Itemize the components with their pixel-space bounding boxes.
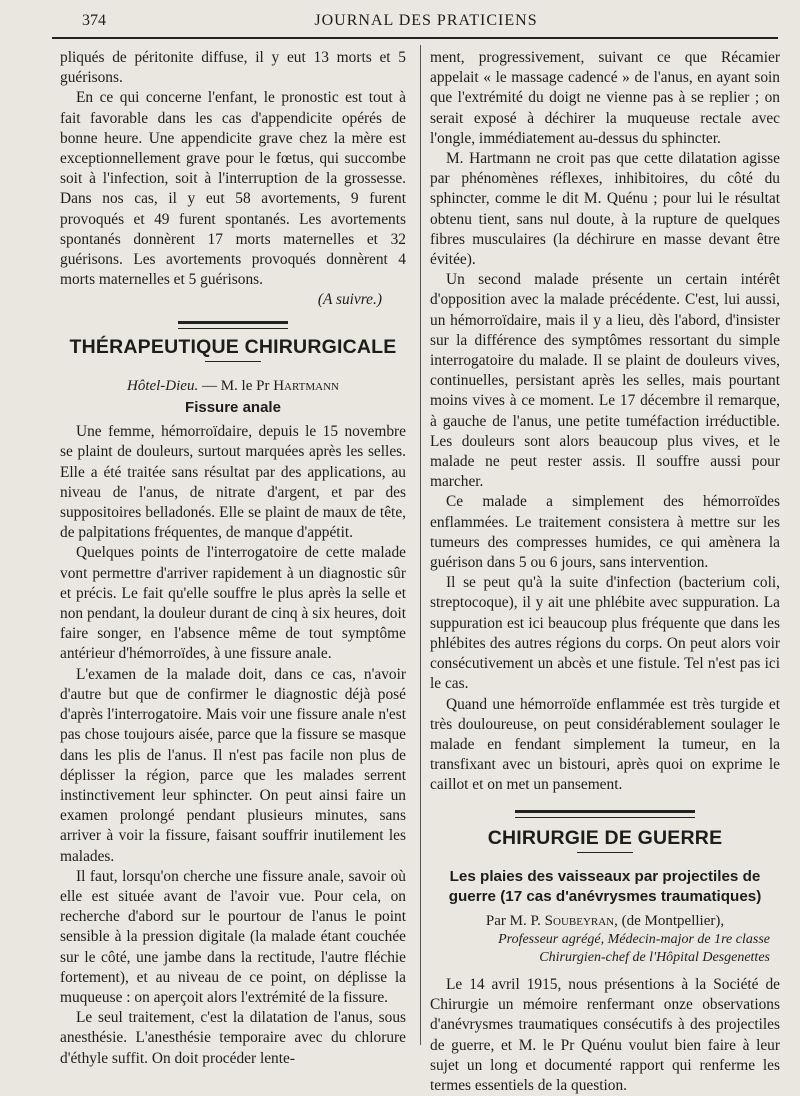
to-be-continued: (A suivre.) (317, 291, 382, 309)
body-paragraph: L'examen de la malade doit, dans ce cas, n'avoir d'autre but que de confirmer le diagnostic déjà posé d'après l'interrogatoire. Mais voir une fissure anale n'est pas chose toujours aisée, parce que la fissure se masque dans les plis de l'anus. Il n'est pas facile non plus de déplisser la région, parce que les malades serrent instinctivement leur sphincter. On peut ainsi faire un examen prolongé pendant plusieurs minutes, sans arriver à voir la fissure, faisant souffrir inutilement les malades. (60, 665, 406, 865)
title-rule (577, 852, 633, 853)
author-line (430, 911, 780, 931)
body-paragraph: Un second malade présente un certain intérêt d'opposition avec la malade précédente. C'est, lui aussi, un hémorroïdaire, mais il y a lieu, dès l'abord, d'insister sur la différence des symptômes ressortant du simple interrogatoire du malade. Il se plaint de douleurs vives, continuelles, persistant après les selles, mais pourtant moins vives à ce moment. Le 17 décembre il remarque, à gauche de l'anus, une petite tuméfaction irréductible. Les douleurs sont alors beaucoup plus vives, et le malade ne peut rester assis. Il souffre aussi pour marcher. (430, 271, 780, 491)
byline-place: Hôtel-Dieu. (126, 377, 199, 394)
page-header (52, 10, 800, 40)
title-rule (205, 361, 261, 362)
section-title-therapeutique: THÉRAPEUTIQUE CHIRURGICALE (69, 335, 397, 358)
body-paragraph: En ce qui concerne l'enfant, le pronostic est tout à fait favorable dans les cas d'appendicite opérés de bonne heure. Une appendicite grave chez la mère est exceptionnellement grave pour le fœtus, qui succombe soit à l'infection, soit à l'interruption de la grossesse. Dans nos cas, il y eut 58 avortements, 9 furent provoqués et 49 furent spontanés. Les avortements spontanés donnèrent 17 morts maternelles et 32 guérisons. Les avortements provoqués donnèrent 4 morts maternelles et 5 guérisons. (60, 89, 406, 289)
continued-paragraph: pliqués de péritonite diffuse, il y eut 13 morts et 5 guérisons. (60, 49, 406, 87)
right-column (430, 48, 780, 1094)
left-column (60, 48, 406, 1067)
section-separator (515, 810, 695, 818)
body-paragraph: M. Hartmann ne croit pas que cette dilatation agisse par phénomènes réflexes, inhibitoires, du côté du sphincter, comme le dit M. Quénu ; pour lui le résultat obtenu tient, sans nul doute, à la rupture de quelques fibres musculaires (la déchirure en masse devant être évitée). (430, 150, 780, 269)
author-suffix: , (de Montpellier), (614, 912, 725, 929)
page-number: 374 (82, 12, 106, 29)
body-paragraph: Quand une hémorroïde enflammée est très turgide et très douloureuse, on peut considérablement soulager le malade en fendant simplement la tumeur, en la transfixant avec un bistouri, après quoi on exprime le caillot et on met un pansement. (430, 695, 780, 794)
header-rule (52, 37, 778, 39)
author-credential: Professeur agrégé, Médecin-major de 1re classe (498, 931, 770, 947)
continued-paragraph: ment, progressivement, suivant ce que Récamier appelait « le massage cadencé » de l'anus, en ayant soin que l'extrémité du doigt ne vienne pas à se replier ; on serait exposé à déchirer la muqueuse rectale avec l'ongle, immédiatement au-dessus du sphincter. (430, 49, 780, 147)
body-paragraph: Il faut, lorsqu'on cherche une fissure anale, savoir où elle est située avant de l'avoir vue. Pour cela, on recherche d'abord sur le pourtour de l'anus le point sensible à la pression digitale (la malade étant couchée sur le côté, une jambe dans la rectitude, l'autre fléchie fortement), et au niveau de ce point, on déplisse la muqueuse : on aperçoit alors l'extrémité de la fissure. (60, 867, 406, 1006)
body-paragraph: Le seul traitement, c'est la dilatation de l'anus, sous anesthésie. L'anesthésie temporaire avec du chlorure d'éthyle suffit. On doit procéder lente- (60, 1009, 406, 1067)
byline-dash: — M. le Pr (198, 377, 274, 394)
section-title-chirurgie-de-guerre: CHIRURGIE DE GUERRE (487, 826, 723, 849)
body-paragraph: Une femme, hémorroïdaire, depuis le 15 novembre se plaint de douleurs, surtout marquées après les selles. Elle a été traitée sans résultat par des applications, au niveau de l'anus, de nitrate d'argent, et par des suppositoires belladonés. Elle se plaint de maux de tête, de palpitations fréquentes, de manque d'appétit. (60, 423, 406, 542)
byline-name: Hartmann (273, 377, 340, 394)
section-separator (178, 321, 288, 329)
body-paragraph: Quelques points de l'interrogatoire de cette malade vont permettre d'arriver rapidement à un diagnostic sûr et précis. Le fait qu'elle souffre le plus après la selle et non pendant, la douleur durant de cinq à six heures, doit faire songer, en l'absence même de tout symptôme antérieur d'hémorroïdes, à une fissure anale. (60, 544, 406, 663)
subheading-fissure-anale: Fissure anale (185, 399, 281, 417)
body-paragraph: Le 14 avril 1915, nous présentions à la Société de Chirurgie un mémoire renfermant onze observations d'anévrysmes traumatiques consécutifs à des projectiles de guerre, et M. le Pr Quénu voulut bien faire à leur sujet un long et documenté rapport qui renferme les termes essentiels de la question. (430, 975, 780, 1094)
author-name: Soubeyran (544, 912, 615, 929)
column-divider (420, 45, 421, 1045)
body-paragraph: Il se peut qu'à la suite d'infection (bacterium coli, streptocoque), il y ait une phlébite avec suppuration. La suppuration est ici beaucoup plus fréquente que dans les phlébites des autres régions du corps. On peut alors voir consécutivement un abcès et une fistule. Tel n'est pas ici le cas. (430, 574, 780, 693)
byline (60, 376, 406, 396)
author-prefix: Par M. P. (485, 912, 545, 929)
article-title: Les plaies des vaisseaux par projectiles de guerre (17 cas d'anévrysmes traumatiques) (448, 867, 762, 905)
journal-title: JOURNAL DES PRATICIENS (314, 12, 538, 29)
author-credential: Chirurgien-chef de l'Hôpital Desgenettes (539, 949, 770, 965)
body-paragraph: Ce malade a simplement des hémorroïdes enflammées. Le traitement consistera à mettre sur les tumeurs des compresses humides, ce qui amènera la guérison dans 5 ou 6 jours, sans intervention. (430, 493, 780, 572)
